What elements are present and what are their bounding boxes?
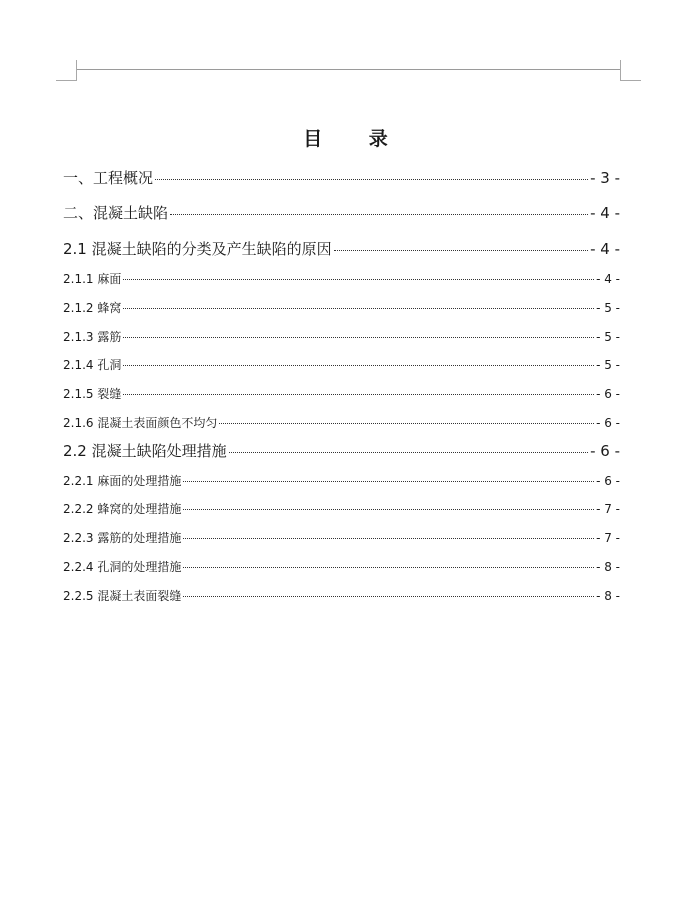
toc-entry-page: - 4 - [590,204,620,222]
dot-leader [123,394,594,395]
toc-entry-page: - 6 - [596,387,620,401]
toc-entry[interactable] [63,202,620,223]
dot-leader [123,308,594,309]
toc-entry-label: 2.1.2 蜂窝 [63,301,122,315]
toc-entry[interactable] [63,587,620,604]
toc-entry-page: - 4 - [596,272,620,286]
toc-entry-label: 2.2.4 孔洞的处理措施 [63,560,182,574]
toc-entry-page: - 8 - [596,589,620,603]
toc-entry-page: - 7 - [596,531,620,545]
toc-entry-label: 2.2.1 麻面的处理措施 [63,474,182,488]
dot-leader [334,250,588,251]
dot-leader [183,481,594,482]
toc-title: 目 录 [303,128,408,150]
toc-entry-page: - 5 - [596,301,620,315]
header-rule [76,69,620,70]
toc-entry[interactable] [63,299,620,316]
toc-entry[interactable] [63,440,620,461]
toc-entry-page: - 4 - [590,240,620,258]
toc-entry[interactable] [63,238,620,259]
toc-entry-page: - 8 - [596,560,620,574]
crop-mark-top-left-vertical [76,60,77,81]
toc-entry[interactable] [63,472,620,489]
toc-entry-label: 2.2.2 蜂窝的处理措施 [63,502,182,516]
dot-leader [123,365,594,366]
toc-entry[interactable] [63,500,620,517]
toc-entry-page: - 6 - [596,474,620,488]
toc-entry-page: - 6 - [596,416,620,430]
dot-leader [183,509,594,510]
dot-leader [219,423,594,424]
toc-entry[interactable] [63,356,620,373]
toc-entry[interactable] [63,529,620,546]
dot-leader [170,214,588,215]
toc-entry-label: 2.2.3 露筋的处理措施 [63,531,182,545]
toc-entry-label: 2.2.5 混凝土表面裂缝 [63,589,182,603]
toc-entry-label: 二、混凝土缺陷 [63,204,169,222]
toc-entry-page: - 5 - [596,330,620,344]
toc-entry[interactable] [63,558,620,575]
toc-entry-page: - 5 - [596,358,620,372]
toc-entry[interactable] [63,328,620,345]
toc-entry-label: 2.1.1 麻面 [63,272,122,286]
dot-leader [183,596,594,597]
toc-entry[interactable] [63,414,620,431]
toc-entry-label: 2.1.5 裂缝 [63,387,122,401]
toc-entry-page: - 3 - [590,169,620,187]
toc-entry-label: 一、工程概况 [63,169,154,187]
dot-leader [155,179,588,180]
crop-mark-top-right-horizontal [620,80,641,81]
dot-leader [183,567,594,568]
dot-leader [229,452,588,453]
toc-entry-label: 2.2 混凝土缺陷处理措施 [63,442,227,460]
toc-entry-label: 2.1.3 露筋 [63,330,122,344]
toc-entry-label: 2.1 混凝土缺陷的分类及产生缺陷的原因 [63,240,332,258]
crop-mark-top-left-horizontal [56,80,77,81]
toc-entry[interactable] [63,270,620,287]
toc-entry-page: - 6 - [590,442,620,460]
toc-entry[interactable] [63,385,620,402]
toc-entry[interactable] [63,167,620,188]
dot-leader [123,279,594,280]
toc-entry-label: 2.1.6 混凝土表面颜色不均匀 [63,416,218,430]
crop-mark-top-right-vertical [620,60,621,81]
toc-entry-page: - 7 - [596,502,620,516]
toc-entry-label: 2.1.4 孔洞 [63,358,122,372]
dot-leader [123,337,594,338]
dot-leader [183,538,594,539]
